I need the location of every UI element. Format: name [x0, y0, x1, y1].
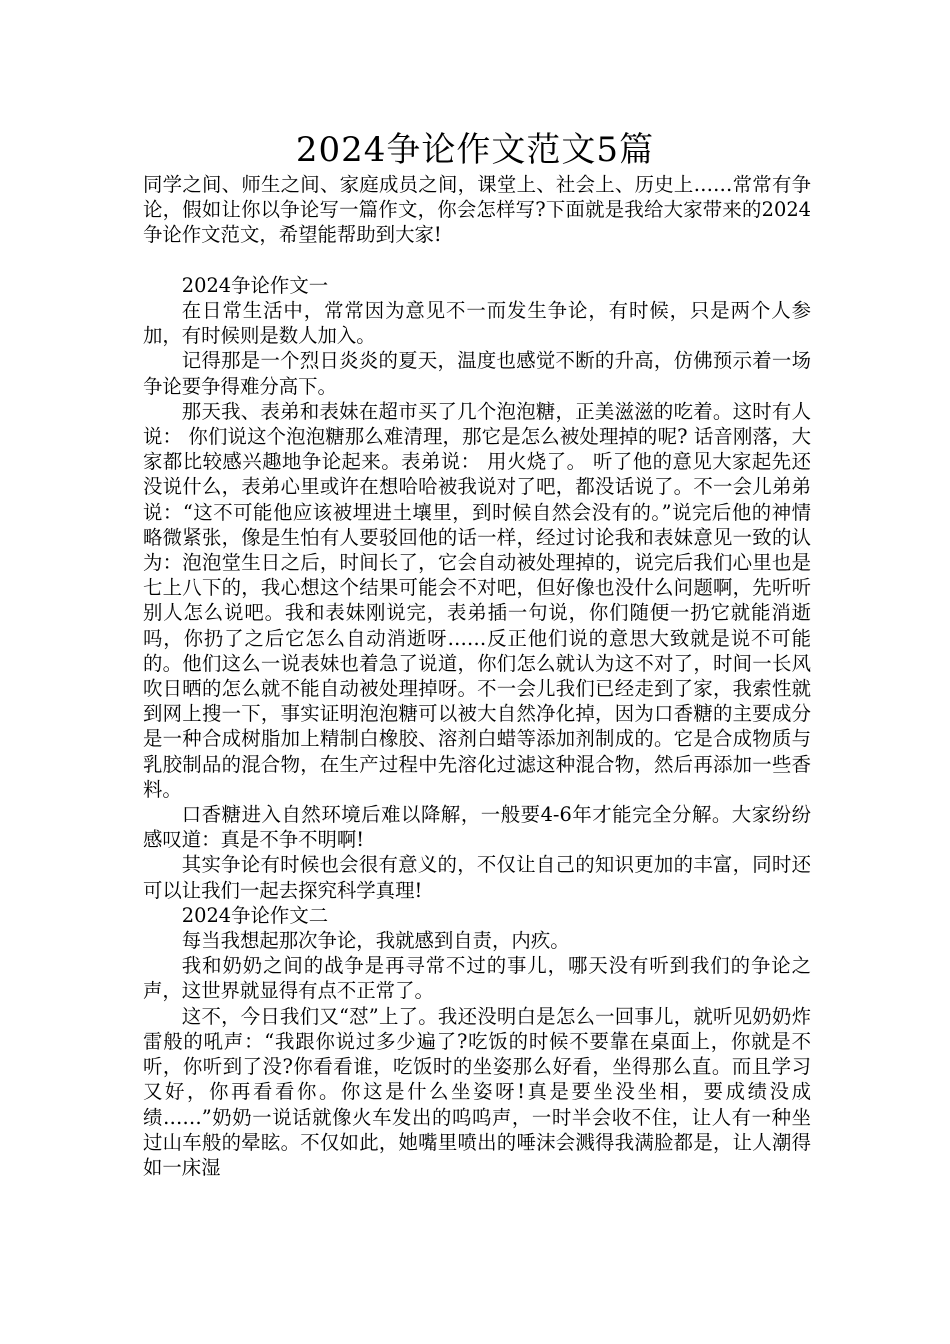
page-title: 2024争论作文范文5篇: [295, 130, 655, 170]
paragraph: 在日常生活中，常常因为意见不一而发生争论，有时候，只是两个人参加，有时候则是数人加入。: [143, 299, 811, 348]
paragraph: 其实争论有时候也会很有意义的，不仅让自己的知识更加的丰富，同时还可以让我们一起去探究科学真理!: [143, 853, 811, 902]
section-heading: 2024争论作文一: [181, 273, 329, 297]
paragraph: 这不，今日我们又“怼”上了。我还没明白是怎么一回事儿，就听见奶奶炸雷般的吼声：“我跟你说过多少遍了?吃饭的时候不要靠在桌面上，你就是不听，你听到了没?你看看谁，吃饭时的坐姿那么好看，坐得那么直。而且学习又好，你再看看你。你这是什么坐姿呀!真是要坐没坐相，要成绩没成绩……”奶奶一说话就像火车发出的呜呜声，一时半会收不住，让人有一种坐过山车般的晕眩。不仅如此，她嘴里喷出的唾沫会溅得我满脸都是，让人潮得如一床湿: [143, 1004, 811, 1179]
paragraph: 每当我想起那次争论，我就感到自责，内疚。: [181, 929, 570, 953]
paragraph: 记得那是一个烈日炎炎的夏天，温度也感觉不断的升高，仿佛预示着一场争论要争得难分高下。: [143, 349, 811, 398]
blank-line: [143, 248, 811, 273]
paragraph: 那天我、表弟和表妹在超市买了几个泡泡糖，正美滋滋的吃着。这时有人说： 你们说这个泡泡糖那么难清理，那它是怎么被处理掉的呢? 话音刚落，大家都比较感兴趣地争论起来。表弟说： 用火烧了。 听了他的意见大家起先还没说什么，表弟心里或许在想哈哈被我说对了吧，都没话说了。不一会儿弟弟说：“这不可能他应该被埋进土壤里，到时候自然会没有的。”说完后他的神情略微紧张，像是生怕有人要驳回他的话一样，经过讨论我和表妹意见一致的认为：泡泡堂生日之后，时间长了，它会自动被处理掉的，说完后我们心里也是七上八下的，我心想这个结果可能会不对吧，但好像也没什么问题啊，先听听别人怎么说吧。我和表妹刚说完，表弟插一句说，你们随便一扔它就能消逝吗，你扔了之后它怎么自动消逝呀……反正他们说的意思大致就是说不可能的。他们这么一说表妹也着急了说道，你们怎么就认为这不对了，时间一长风吹日晒的怎么就不能自动被处理掉呀。不一会儿我们已经走到了家，我索性就到网上搜一下，事实证明泡泡糖可以被大自然净化掉，因为口香糖的主要成分是一种合成树脂加上精制白橡胶、溶剂白蜡等添加剂制成的。它是合成物质与乳胶制品的混合物，在生产过程中先溶化过滤这种混合物，然后再添加一些香料。: [143, 399, 811, 801]
paragraph: 我和奶奶之间的战争是再寻常不过的事儿，哪天没有听到我们的争论之声，这世界就显得有点不正常了。: [143, 954, 811, 1003]
section-heading: 2024争论作文二: [181, 903, 329, 927]
paragraph: 口香糖进入自然环境后难以降解，一般要4-6年才能完全分解。大家纷纷感叹道：真是不争不明啊!: [143, 803, 811, 852]
intro-paragraph: 同学之间、师生之间、家庭成员之间，课堂上、社会上、历史上……常常有争论，假如让你以争论写一篇作文，你会怎样写?下面就是我给大家带来的2024争论作文范文，希望能帮助到大家!: [143, 173, 811, 247]
document-body: [143, 172, 811, 1180]
